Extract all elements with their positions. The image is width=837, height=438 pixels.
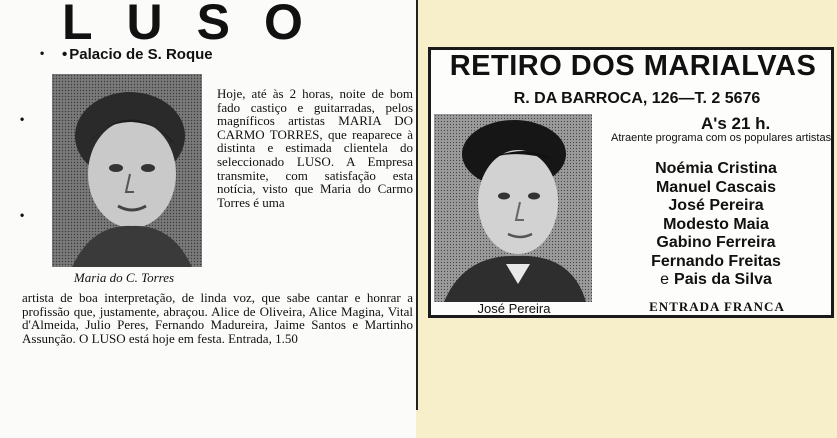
artist-name: José Pereira	[668, 197, 764, 214]
artist-name: Noémia Cristina	[655, 160, 777, 177]
bullet-dot-icon: •	[20, 112, 25, 126]
portrait-woman-image	[52, 74, 202, 267]
artist-name: Fernando Freitas	[651, 252, 781, 270]
subtitle-text: Palacio de S. Roque	[69, 46, 213, 63]
programme-description: Atraente programa com os populares artistas	[611, 132, 832, 144]
bullet-dot: •	[62, 46, 68, 63]
marialvas-advertisement	[428, 47, 834, 318]
article-body-part2: artista de boa interpretação, de linda voz, que sabe cantar e honrar a profissão que, justamente, abraçou. Alice de Oliveira, Alice Magina, Vital d'Almeida, Julio Peres, Fernando Madureira, Jaime Santos e Martinho Assunção. O LUSO está hoje em festa. Entrada, 1.50	[22, 290, 413, 346]
portrait-man-image	[434, 114, 592, 302]
artist-name: Manuel Cascais	[655, 178, 777, 196]
luso-article	[0, 0, 416, 438]
article-body-part1: Hoje, até às 2 horas, noite de bom fado castiço e guitarradas, pelos magníficos artistas MARIA DO CARMO TORRES, que reaparece à distinta e estimada clientela do seleccionado LUSO. A Empresa transmite, com satisfação esta notícia, visto que Maria do Carmo Torres é uma	[217, 86, 413, 210]
artist-name: Pais da Silva	[674, 271, 772, 288]
artist-name: Modesto Maia	[663, 215, 769, 233]
conjunction: e	[660, 271, 670, 288]
ad-portrait-photo	[434, 114, 592, 302]
artist-name: Gabino Ferreira	[656, 234, 776, 251]
ad-title: RETIRO DOS MARIALVAS	[449, 50, 817, 82]
entrance-note: ENTRADA FRANCA	[649, 299, 785, 314]
artist-list	[596, 160, 836, 290]
bullet-dot-icon: •	[40, 46, 45, 60]
artist-name-last	[596, 271, 836, 290]
article-title: LUSO	[62, 0, 337, 40]
article-subtitle	[62, 46, 402, 63]
show-time: A's 21 h.	[701, 114, 771, 133]
bullet-dot-icon: •	[20, 208, 25, 222]
ad-portrait-caption: José Pereira	[477, 301, 551, 316]
portrait-caption: Maria do C. Torres	[73, 270, 175, 285]
portrait-photo	[52, 74, 202, 267]
column-divider	[416, 0, 418, 410]
ad-address: R. DA BARROCA, 126—T. 2 5676	[513, 90, 761, 107]
